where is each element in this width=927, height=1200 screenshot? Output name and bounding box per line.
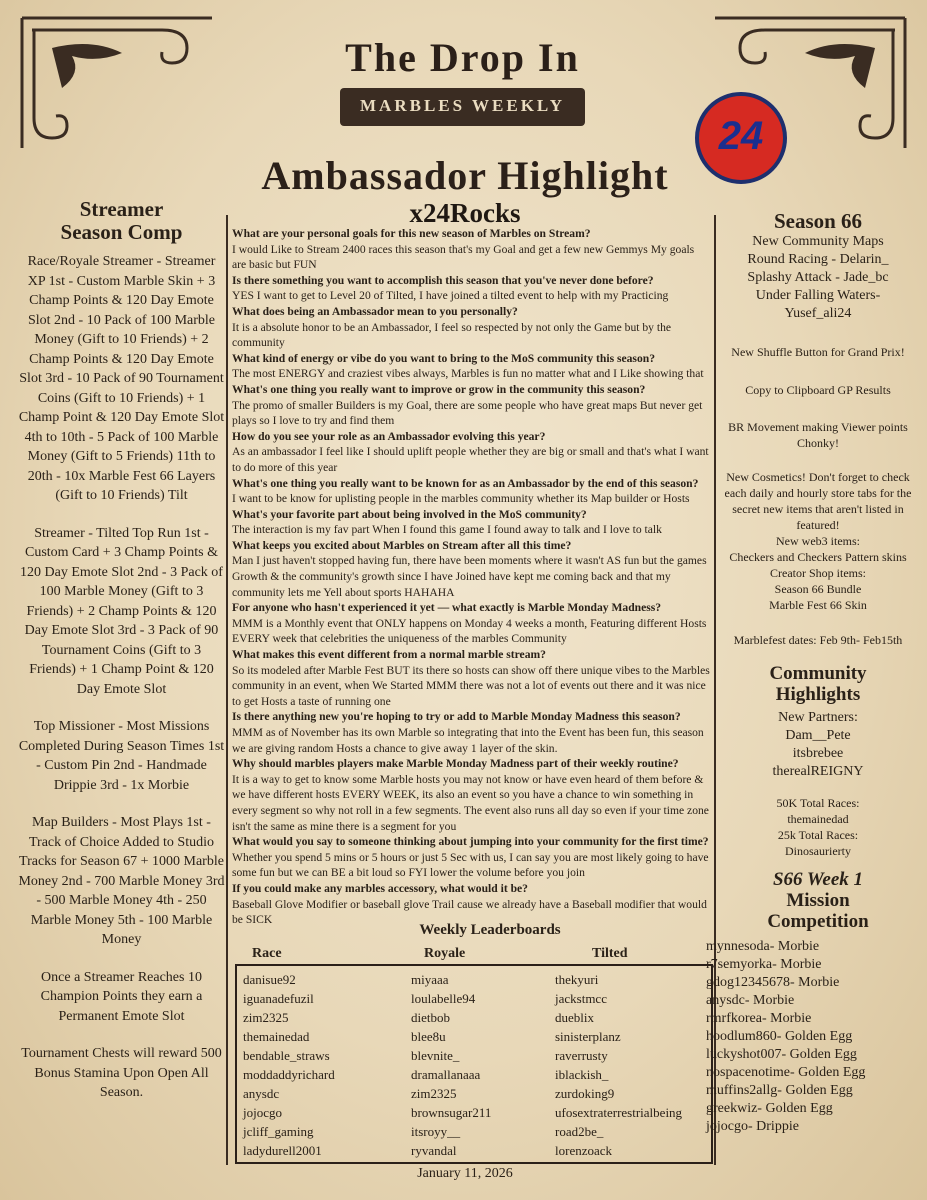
answer: I would Like to Stream 2400 races this season that's my Goal and get a few new Gemmys My goals are basic but FUN [232, 242, 695, 272]
list-item: ryvandal [411, 1143, 457, 1158]
royale-column-header: Royale [424, 946, 466, 961]
streamer-season-comp [18, 198, 225, 1103]
masthead [300, 22, 625, 132]
cosmetics-line: Marble Fest 66 Skin [769, 598, 867, 612]
race-list [243, 970, 335, 1160]
question: If you could make any marbles accessory, what would it be? [232, 881, 528, 895]
answer: Whether you spend 5 mins or 5 hours or just 5 Sec with us, I can say you are most likely going to have some fun but we can BE a bit loud so FYI lower the volume before you join [232, 850, 709, 880]
answer: Man I just haven't stopped having fun, there have been moments where it wasn't AS fun but the games Growth & the community's growth since I have Joined have kept me coming back and that my community lets me Yell about sports HAHAHA [232, 554, 707, 599]
question: What are your personal goals for this new season of Marbles on Stream? [232, 227, 591, 240]
milestone-line: Dinosaurierty [785, 844, 851, 858]
question: How do you see your role as an Ambassador evolving this year? [232, 429, 546, 443]
list-item: brownsugar211 [411, 1105, 492, 1120]
question: What would you say to someone thinking about jumping into your community for the first time? [232, 835, 709, 849]
milestone-line: 25k Total Races: [777, 828, 859, 842]
race-column-header: Race [252, 946, 282, 961]
question: Is there something you want to accomplish this season that you've never done before? [232, 273, 654, 287]
interview-qa [232, 226, 710, 928]
list-item: jackstmcc [555, 991, 607, 1006]
section-heading: Season Comp [60, 220, 183, 244]
mission-result: luckyshot007- Golden Egg [706, 1047, 857, 1062]
list-item: sinisterplanz [555, 1029, 621, 1044]
mission-heading: S66 Week 1 [772, 869, 864, 890]
question: What's one thing you really want to improve or grow in the community this season? [232, 382, 646, 396]
milestone-line: 50K Total Races: [776, 796, 860, 810]
question: Is there anything new you're hoping to try or add to Marble Monday Madness this season? [232, 710, 681, 724]
mission-result: gdog12345678- Morbie [706, 975, 840, 990]
masthead-subtitle: MARBLES WEEKLY [360, 96, 565, 115]
list-item: loulabelle94 [411, 991, 476, 1006]
list-item: moddaddyrichard [243, 1067, 335, 1082]
tilted-list [555, 970, 682, 1160]
answer: The interaction is my fav part When I found this game I found away to talk and I love to talk [232, 523, 662, 537]
prize-paragraph: Tournament Chests will reward 500 Bonus Stamina Upon Open All Season. [21, 1046, 222, 1100]
answer: It is a way to get to know some Marble hosts you may not know or have even heard of them before & we have different hosts EVERY WEEK, its also an event so you have a chance to win something in every segment so why not roll in a few segments. The event also runs all day so even if your time zone isn't the same as mine there is a segment for you [232, 772, 709, 833]
cosmetics-note: New Cosmetics! Don't forget to check each daily and hourly store tabs for the secret new items that aren't listed in featured! [724, 470, 912, 532]
answer: It is a absolute honor to be an Ambassador, I feel so respected by not only the Game but by the community [232, 320, 672, 350]
question: For anyone who hasn't experienced it yet — what exactly is Marble Monday Madness? [232, 601, 662, 615]
list-item: raverrusty [555, 1048, 608, 1063]
season-note: New Shuffle Button for Grand Prix! [731, 345, 905, 359]
list-item: itsroyy__ [411, 1124, 461, 1139]
corner-flourish-left [12, 8, 222, 158]
leaderboards-table [235, 964, 713, 1164]
mission-heading: Mission [786, 890, 850, 911]
mission-heading: Competition [767, 911, 869, 932]
partner-name: therealREIGNY [772, 764, 864, 779]
prize-paragraph: Once a Streamer Reaches 10 Champion Points they earn a Permanent Emote Slot [40, 969, 203, 1024]
question: What kind of energy or vibe do you want to bring to the MoS community this season? [232, 351, 655, 365]
mission-result: r7semyorka- Morbie [706, 957, 822, 972]
list-item: themainedad [243, 1029, 310, 1044]
season-line: Yusef_ali24 [784, 306, 852, 321]
royale-list [411, 970, 491, 1160]
cosmetics-line: Creator Shop items: [770, 566, 866, 580]
answer: The most ENERGY and craziest vibes always, Marbles is fun no matter what and I Like showing that [232, 367, 704, 381]
partner-name: itsbrebee [792, 746, 844, 761]
page-title: Ambassador Highlight [261, 153, 669, 198]
list-item: lorenzoack [555, 1143, 613, 1158]
masthead-title: The Drop In [345, 35, 580, 80]
season-line: Round Racing - Delarin_ [747, 252, 889, 267]
mission-result: muffins2allg- Golden Egg [706, 1083, 853, 1098]
cosmetics-line: Checkers and Checkers Pattern skins [729, 550, 907, 564]
answer: The promo of smaller Builders is my Goal, there are some people who have great maps But never get plays so I love to try and find them [232, 398, 703, 428]
prize-paragraph: Map Builders - Most Plays 1st - Track of Choice Added to Studio Tracks for Season 67 + 1000 Marble Money 2nd - 700 Marble Money 3rd - 500 Marble Money 4th - 250 Marble Money 5th - 100 Marble Money [18, 815, 225, 947]
season-heading: Season 66 [773, 209, 863, 233]
answer: MMM as of November has its own Marble so integrating that into the Event has been fun, this season we are giving random Hosts a chance to give away 1 layer of the skin. [232, 726, 704, 755]
season-note: Copy to Clipboard GP Results [745, 383, 891, 397]
list-item: jcliff_gaming [243, 1124, 314, 1139]
list-item: zim2325 [411, 1086, 457, 1101]
list-item: ufosextraterrestrialbeing [555, 1105, 683, 1120]
question: Why should marbles players make Marble Monday Madness part of their weekly routine? [232, 757, 679, 771]
list-item: zurdoking9 [555, 1086, 615, 1101]
cosmetics-line: Season 66 Bundle [774, 582, 862, 596]
answer: YES I want to get to Level 20 of Tilted, I have joined a tilted event to help with my Practicing [232, 289, 669, 303]
season-note: BR Movement making Viewer points Chonky! [728, 420, 908, 450]
list-item: iblackish_ [555, 1067, 609, 1082]
mission-result: mynnesoda- Morbie [706, 939, 820, 954]
answer: Baseball Glove Modifier or baseball glove Trail cause we already have a Baseball modifier that would be SICK [232, 897, 707, 927]
milestone-line: themainedad [787, 812, 849, 826]
issue-date: January 11, 2026 [417, 1166, 513, 1181]
number-badge-logo [695, 92, 787, 184]
question: What does being an Ambassador mean to you personally? [232, 304, 518, 318]
prize-paragraph: Race/Royale Streamer - Streamer XP 1st - Custom Marble Skin + 3 Champ Points & 120 Day Emote Slot 2nd - 10 Pack of 100 Marble Money (Gift to 10 Friends) + 2 Champ Points & 120 Day Emote Slot 3rd - 10 Pack of 90 Tournament Coins (Gift to 10 Friends) + 1 Champ Point & 120 Day Emote Slot 4th to 10th - 5 Pack of 100 Marble Money (Gift to 5 Friends) 11th to 20th - 10x Marble Fest 66 Layers (Gift to 10 Friends) Tilt [18, 254, 225, 503]
featured-name: x24Rocks [409, 198, 521, 228]
list-item: road2be_ [555, 1124, 604, 1139]
mission-result: anysdc- Morbie [706, 993, 795, 1008]
list-item: blevnite_ [411, 1048, 460, 1063]
partner-name: Dam__Pete [785, 728, 851, 743]
answer: I want to be know for uplisting people in the marbles community whether its Map builder or Hosts [232, 492, 690, 506]
list-item: thekyuri [555, 972, 599, 987]
badge-number: 24 [718, 114, 764, 158]
list-item: anysdc [243, 1086, 280, 1101]
list-item: blee8u [411, 1029, 446, 1044]
masthead-banner [340, 88, 585, 126]
section-heading: Streamer [79, 197, 164, 221]
list-item: iguanadefuzil [243, 991, 314, 1006]
prize-paragraph: Top Missioner - Most Missions Completed During Season Times 1st - Custom Pin 2nd - Handmade Drippie 3rd - 1x Morbie [18, 719, 225, 793]
list-item: danisue92 [243, 972, 296, 987]
list-item: bendable_straws [243, 1048, 330, 1063]
season-line: Under Falling Waters- [755, 288, 881, 303]
mission-result: greekwiz- Golden Egg [706, 1101, 833, 1116]
answer: MMM is a Monthly event that ONLY happens on Monday 4 weeks a month, Featuring different Hosts EVERY week that celebrities the uniqueness of the marbles Community [232, 616, 707, 646]
cosmetics-line: New web3 items: [776, 534, 860, 548]
leaderboards-title: Weekly Leaderboards [419, 922, 561, 938]
mission-result: nospacenotime- Golden Egg [706, 1065, 866, 1080]
list-item: zim2325 [243, 1010, 289, 1025]
list-item: miyaaa [411, 972, 449, 987]
answer: So its modeled after Marble Fest BUT its there so hosts can show off there unique vibes to the Marbles community in an event, when We Started MMM there was not a lot of events out there and it was nice to get Hosts a taste of running one [232, 663, 710, 708]
left-divider [226, 215, 228, 1165]
prize-paragraph: Streamer - Tilted Top Run 1st - Custom Card + 3 Champ Points & 120 Day Emote Slot 2nd - 3 Pack of 100 Marble Money (Gift to 3 Friends) + 2 Champ Points & 120 Day Emote Slot 3rd - 3 Pack of 90 Tournament Coins (Gift to 3 Friends) + 1 Champ Point & 120 Day Emote Slot [20, 525, 223, 697]
season-line: Splashy Attack - Jade_bc [747, 270, 889, 285]
list-item: dietbob [411, 1010, 450, 1025]
mission-result: hoodlum860- Golden Egg [706, 1029, 853, 1044]
list-item: dueblix [555, 1010, 594, 1025]
mission-result: jojocgo- Drippie [706, 1119, 799, 1134]
tilted-column-header: Tilted [592, 946, 628, 961]
list-item: jojocgo [243, 1105, 282, 1120]
question: What's one thing you really want to be known for as an Ambassador by the end of this season? [232, 476, 699, 490]
marblefest-dates: Marblefest dates: Feb 9th- Feb15th [733, 633, 903, 647]
list-item: ladydurell2001 [243, 1143, 322, 1158]
community-heading: Community [769, 663, 867, 684]
answer: As an ambassador I feel like I should uplift people whether they are big or small and that's what I want to do more of this year [232, 445, 709, 474]
question: What keeps you excited about Marbles on Stream after all this time? [232, 538, 572, 552]
community-heading: Highlights [775, 684, 861, 705]
partners-label: New Partners: [778, 710, 858, 725]
season-line: New Community Maps [752, 234, 884, 249]
question: What's your favorite part about being involved in the MoS community? [232, 507, 587, 521]
list-item: dramallanaaa [411, 1067, 481, 1082]
season-sidebar [706, 209, 918, 1136]
question: What makes this event different from a normal marble stream? [232, 648, 546, 662]
mission-result: rmrfkorea- Morbie [706, 1011, 812, 1026]
